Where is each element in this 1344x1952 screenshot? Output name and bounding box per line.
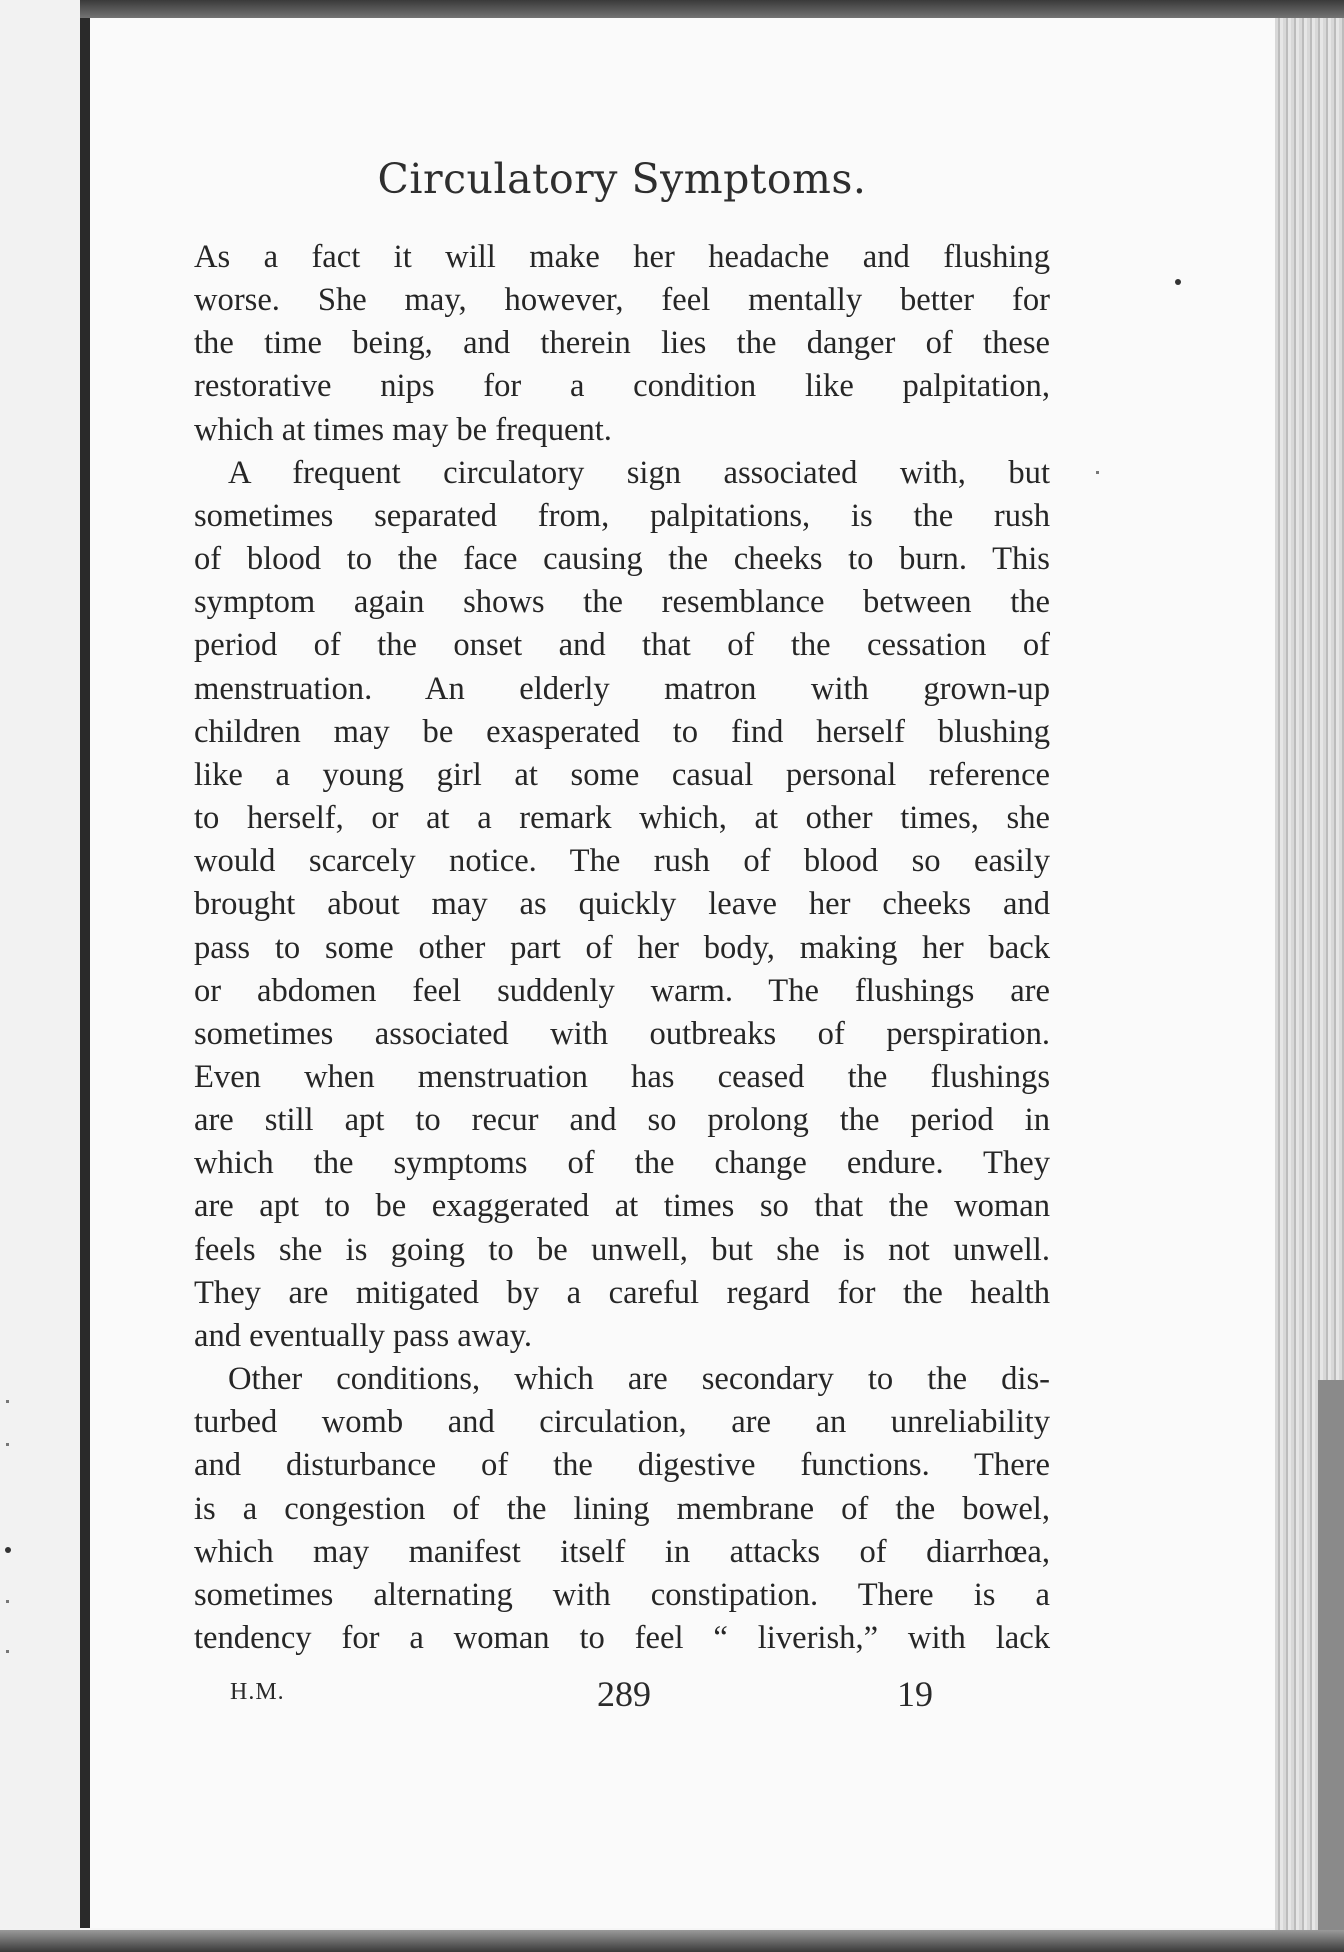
ink-speck: [6, 1443, 9, 1446]
page-footer: [194, 1673, 1050, 1719]
text-line: period of the onset and that of the cessation of: [194, 627, 1050, 664]
text-line: children may be exasperated to find herself blushing: [194, 713, 1050, 750]
facing-page-edge: [0, 0, 80, 1952]
signature-mark: H.M.: [230, 1679, 285, 1705]
gathering-number: 19: [897, 1674, 933, 1714]
ink-speck: [6, 1650, 9, 1653]
paragraph-3: [194, 1358, 1050, 1660]
page-stack-shadow: [1318, 1380, 1344, 1930]
text-line: sometimes associated with outbreaks of perspiration.: [194, 1015, 1050, 1052]
text-line: which at times may be frequent.: [194, 411, 612, 448]
top-shadow: [80, 0, 1344, 20]
text-line: the time being, and therein lies the danger of these: [194, 325, 1050, 362]
text-line: to herself, or at a remark which, at other times, she: [194, 800, 1050, 837]
text-line: Other conditions, which are secondary to the dis-: [228, 1361, 1050, 1398]
text-line: Even when menstruation has ceased the flushings: [194, 1058, 1050, 1095]
page-heading: Circulatory Symptoms.: [377, 155, 867, 203]
ink-speck: [6, 1600, 9, 1603]
text-line: symptom again shows the resemblance between the: [194, 584, 1050, 621]
text-line: restorative nips for a condition like palpitation,: [194, 368, 1050, 405]
text-line: They are mitigated by a careful regard for the health: [194, 1274, 1050, 1311]
text-line: of blood to the face causing the cheeks to burn. This: [194, 541, 1050, 578]
ink-speck: [5, 1547, 11, 1553]
text-line: brought about may as quickly leave her cheeks and: [194, 886, 1050, 923]
paragraph-2: [194, 452, 1050, 1358]
text-line: menstruation. An elderly matron with grown-up: [194, 670, 1050, 707]
text-line: worse. She may, however, feel mentally better for: [194, 282, 1050, 319]
text-line: turbed womb and circulation, are an unreliability: [194, 1404, 1050, 1441]
ink-speck: [6, 1400, 9, 1403]
text-line: sometimes alternating with constipation. There is a: [194, 1576, 1050, 1613]
text-line: and eventually pass away.: [194, 1317, 533, 1354]
text-line: pass to some other part of her body, making her back: [194, 929, 1050, 966]
text-line: which may manifest itself in attacks of diarrhœa,: [194, 1533, 1050, 1570]
text-line: tendency for a woman to feel “ liverish,” with lack: [194, 1620, 1050, 1656]
text-line: is a congestion of the lining membrane of the bowel,: [194, 1490, 1050, 1527]
body-text: [194, 236, 1050, 1660]
text-line: A frequent circulatory sign associated with, but: [228, 454, 1050, 491]
text-line: As a fact it will make her headache and flushing: [194, 239, 1050, 275]
text-line: would scarcely notice. The rush of blood so easily: [194, 843, 1050, 880]
ink-speck: [1096, 471, 1099, 474]
ink-speck: [1175, 279, 1181, 285]
text-line: which the symptoms of the change endure. They: [194, 1145, 1050, 1182]
text-line: are apt to be exaggerated at times so that the woman: [194, 1188, 1050, 1225]
text-line: and disturbance of the digestive functions. There: [194, 1447, 1050, 1484]
text-line: like a young girl at some casual personal reference: [194, 756, 1050, 793]
page-number: 289: [597, 1674, 651, 1714]
bottom-shadow: [0, 1930, 1344, 1952]
text-line: or abdomen feel suddenly warm. The flushings are: [194, 972, 1050, 1009]
paragraph-1: [194, 236, 1050, 452]
text-line: are still apt to recur and so prolong the period in: [194, 1102, 1050, 1139]
text-line: feels she is going to be unwell, but she is not unwell.: [194, 1231, 1050, 1268]
book-spine: [80, 18, 90, 1928]
text-line: sometimes separated from, palpitations, is the rush: [194, 497, 1050, 534]
